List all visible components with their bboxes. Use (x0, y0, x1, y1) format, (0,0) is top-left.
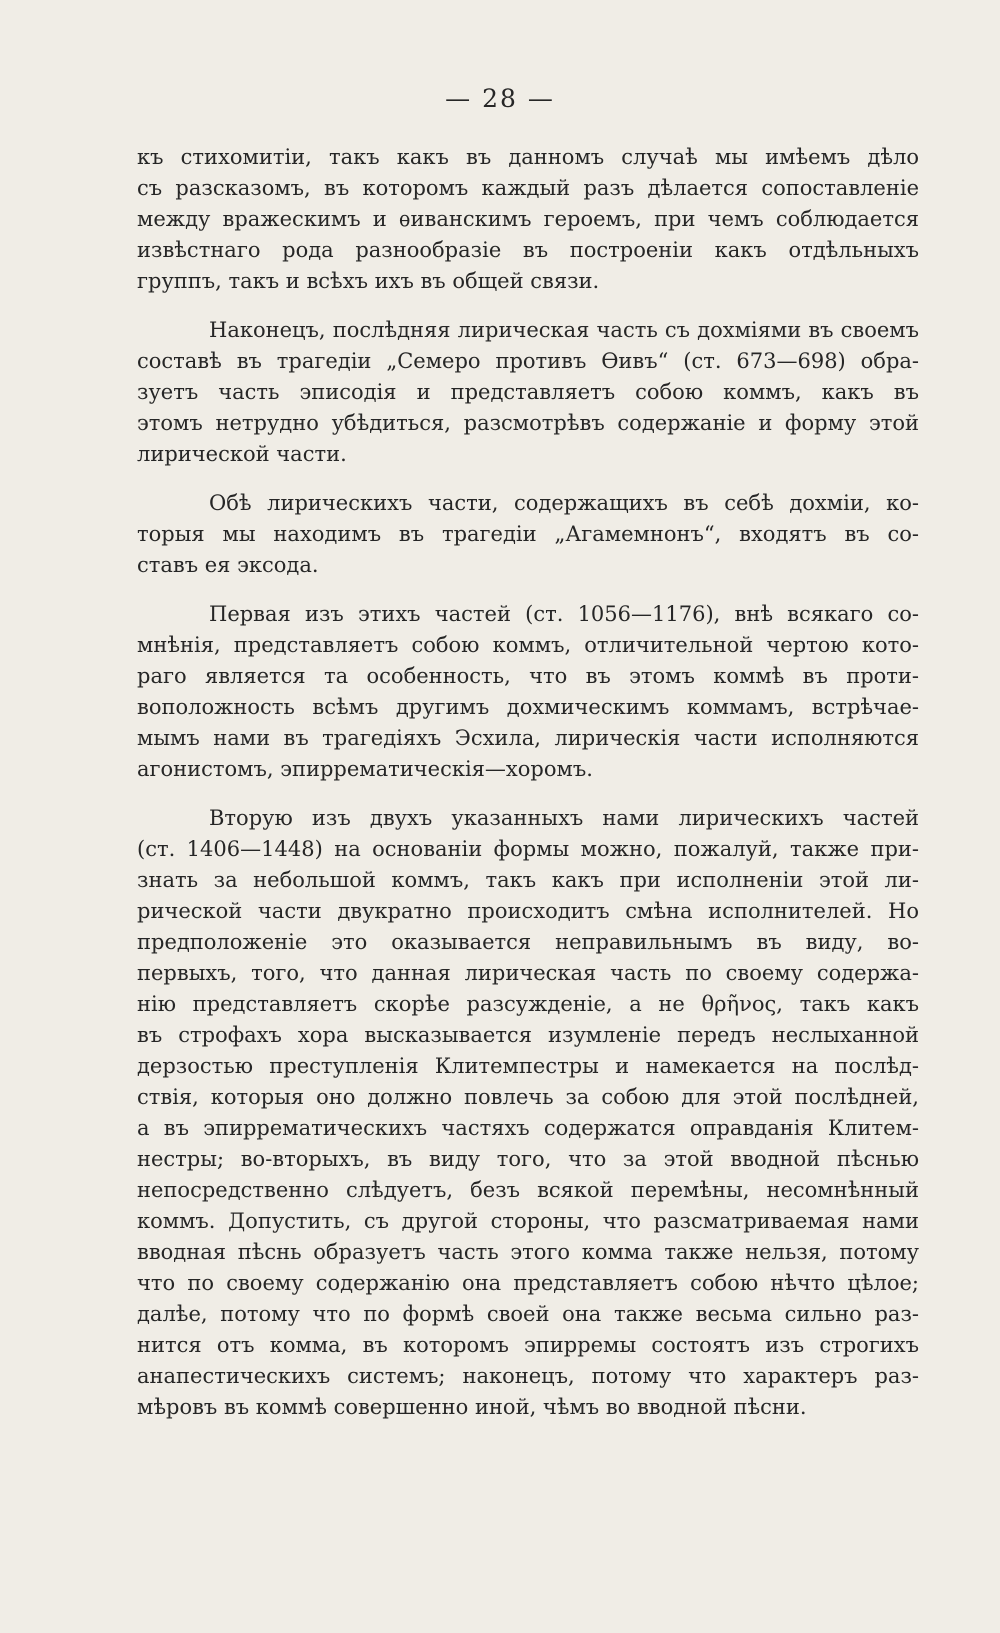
text-line: агонистомъ, эпирремaтическія—хоромъ. (137, 757, 593, 781)
text-line: предположеніе это оказывается неправильнымъ въ виду, во- (137, 930, 919, 954)
paragraph-1 (137, 142, 919, 297)
text-line: этомъ нетрудно убѣдиться, разсмотрѣвъ содержаніе и форму этой (137, 411, 919, 435)
text-line: рической части двукратно происходитъ смѣна исполнителей. Но (137, 899, 919, 923)
page-text (137, 142, 919, 1441)
text-line: Обѣ лирическихъ части, содержащихъ въ себѣ дохміи, ко- (209, 491, 919, 515)
text-line: лирической части. (137, 442, 347, 466)
text-line: непосредственно слѣдуетъ, безъ всякой перемѣны, несомнѣнный (137, 1178, 919, 1202)
text-line: (ст. 1406—1448) на основаніи формы можно, пожалуй, также при- (137, 837, 919, 861)
text-line: дерзостью преступленія Клитемпестры и намекается на послѣд- (137, 1054, 919, 1078)
text-line: къ стихомитіи, такъ какъ въ данномъ случаѣ мы имѣемъ дѣло (137, 145, 919, 169)
paragraph-4 (137, 599, 919, 785)
text-line: въ строфахъ хора высказывается изумленіе передъ неслыханной (137, 1023, 919, 1047)
text-line: Наконецъ, послѣдняя лирическая часть съ дохміями въ своемъ (209, 318, 919, 342)
page-number: — 28 — (445, 84, 555, 113)
text-line: Вторую изъ двухъ указанныхъ нами лирическихъ частей (209, 806, 919, 830)
text-line: что по своему содержанію она представляетъ собою нѣчто цѣлое; (137, 1271, 919, 1295)
text-line: анапестическихъ системъ; наконецъ, потому что характеръ раз- (137, 1364, 919, 1388)
text-line: мнѣнія, представляетъ собою коммъ, отличительной чертою кото- (137, 633, 919, 657)
text-line: Первая изъ этихъ частей (ст. 1056—1176), внѣ всякаго со- (209, 602, 919, 626)
text-line: знать за небольшой коммъ, такъ какъ при исполненіи этой ли- (137, 868, 919, 892)
text-line: далѣе, потому что по формѣ своей она также весьма сильно раз- (137, 1302, 919, 1326)
text-line: коммъ. Допустить, съ другой стороны, что разсматриваемая нами (137, 1209, 919, 1233)
text-line: воположность всѣмъ другимъ дохмическимъ коммамъ, встрѣчае- (137, 695, 919, 719)
text-line: ствія, которыя оно должно повлечь за собою для этой послѣдней, (137, 1085, 919, 1109)
text-line: первыхъ, того, что данная лирическая часть по своему содержа- (137, 961, 919, 985)
text-line: съ разсказомъ, въ которомъ каждый разъ дѣлается сопоставленіе (137, 176, 919, 200)
text-line: мѣровъ въ коммѣ совершенно иной, чѣмъ во вводной пѣсни. (137, 1395, 807, 1419)
text-line: мымъ нами въ трагедіяхъ Эсхила, лирическія части исполняются (137, 726, 919, 750)
text-line: ставъ ея эксода. (137, 553, 319, 577)
text-line: группъ, такъ и всѣхъ ихъ въ общей связи. (137, 269, 600, 293)
text-line: зуетъ часть эписодія и представляетъ собою коммъ, какъ въ (137, 380, 919, 404)
text-line: составѣ въ трагедіи „Семеро противъ Ѳивъ“ (ст. 673—698) обра- (137, 349, 919, 373)
paragraph-2 (137, 315, 919, 470)
text-line: между вражескимъ и ѳиванскимъ героемъ, при чемъ соблюдается (137, 207, 919, 231)
text-line: извѣстнаго рода разнообразіе въ построеніи какъ отдѣльныхъ (137, 238, 919, 262)
text-line: вводная пѣснь образуетъ часть этого комма также нельзя, потому (137, 1240, 919, 1264)
text-line: нестры; во-вторыхъ, въ виду того, что за этой вводной пѣснью (137, 1147, 919, 1171)
text-line: нію представляетъ скорѣе разсужденіе, а не θρῆνος, такъ какъ (137, 992, 919, 1016)
paragraph-5 (137, 803, 919, 1423)
text-line: а въ эпирремaтическихъ частяхъ содержатся оправданія Клитем- (137, 1116, 919, 1140)
paragraph-3 (137, 488, 919, 581)
text-line: торыя мы находимъ въ трагедіи „Агамемнонъ“, входятъ въ со- (137, 522, 919, 546)
text-line: нится отъ комма, въ которомъ эпирремы состоятъ изъ строгихъ (137, 1333, 919, 1357)
text-line: раго является та особенность, что въ этомъ коммѣ въ проти- (137, 664, 919, 688)
